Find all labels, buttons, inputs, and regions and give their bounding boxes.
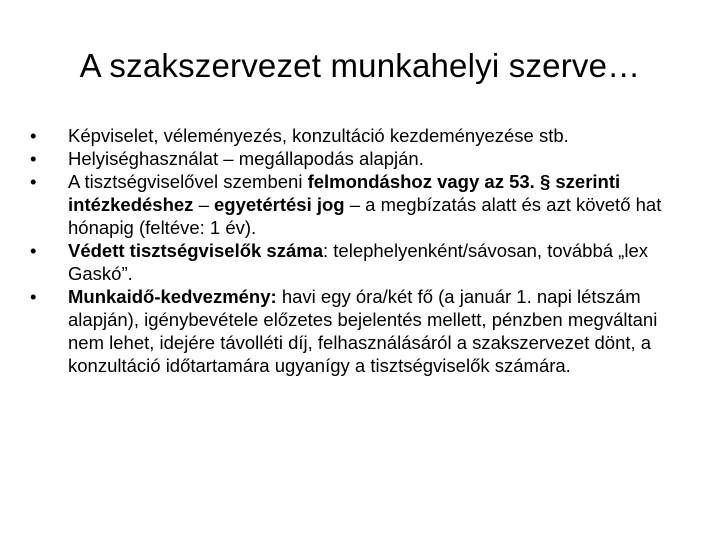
- bullet-text: –: [193, 194, 215, 215]
- bullet-text-bold: egyetértési jog: [214, 194, 345, 215]
- bullet-item: [30, 285, 694, 377]
- bullet-text: A tisztségviselővel szembeni: [68, 171, 308, 192]
- bullet-marker: •: [30, 125, 37, 146]
- bullet-item: [30, 170, 694, 239]
- bullet-text: – a megbízatás alatt és azt követő hat hónapig (feltéve: 1 év).: [68, 194, 662, 238]
- bullet-marker: •: [30, 240, 37, 261]
- bullet-item: [30, 239, 694, 285]
- bullet-text: Képviselet, véleményezés, konzultáció kezdeményezése stb.: [68, 125, 569, 146]
- bullet-text-bold: felmondáshoz vagy az 53. § szerinti intézkedéshez: [68, 171, 621, 215]
- bullet-text: havi egy óra/két fő (a január 1. napi létszám alapján), igénybevétele előzetes bejelentés mellett, pénzben megváltani nem lehet, idejére távolléti díj, felhasználásáról a szakszervezet dönt, a konzultáció időtartamára ugyanígy a tisztségviselők számára.: [68, 286, 658, 376]
- bullet-text: Helyiséghasználat – megállapodás alapján.: [68, 148, 424, 169]
- bullet-item: [30, 124, 694, 147]
- slide-title: A szakszervezet munkahelyi szerve…: [79, 47, 641, 84]
- bullet-marker: •: [30, 171, 37, 192]
- bullet-marker: •: [30, 286, 37, 307]
- bullet-text: : telephelyenként/sávosan, továbbá „lex Gaskó”.: [68, 240, 648, 284]
- bullet-list: [30, 124, 694, 377]
- bullet-marker: •: [30, 148, 37, 169]
- bullet-text-bold: Munkaidő-kedvezmény:: [68, 286, 277, 307]
- bullet-text-bold: Védett tisztségviselők száma: [68, 240, 323, 261]
- bullet-item: [30, 147, 694, 170]
